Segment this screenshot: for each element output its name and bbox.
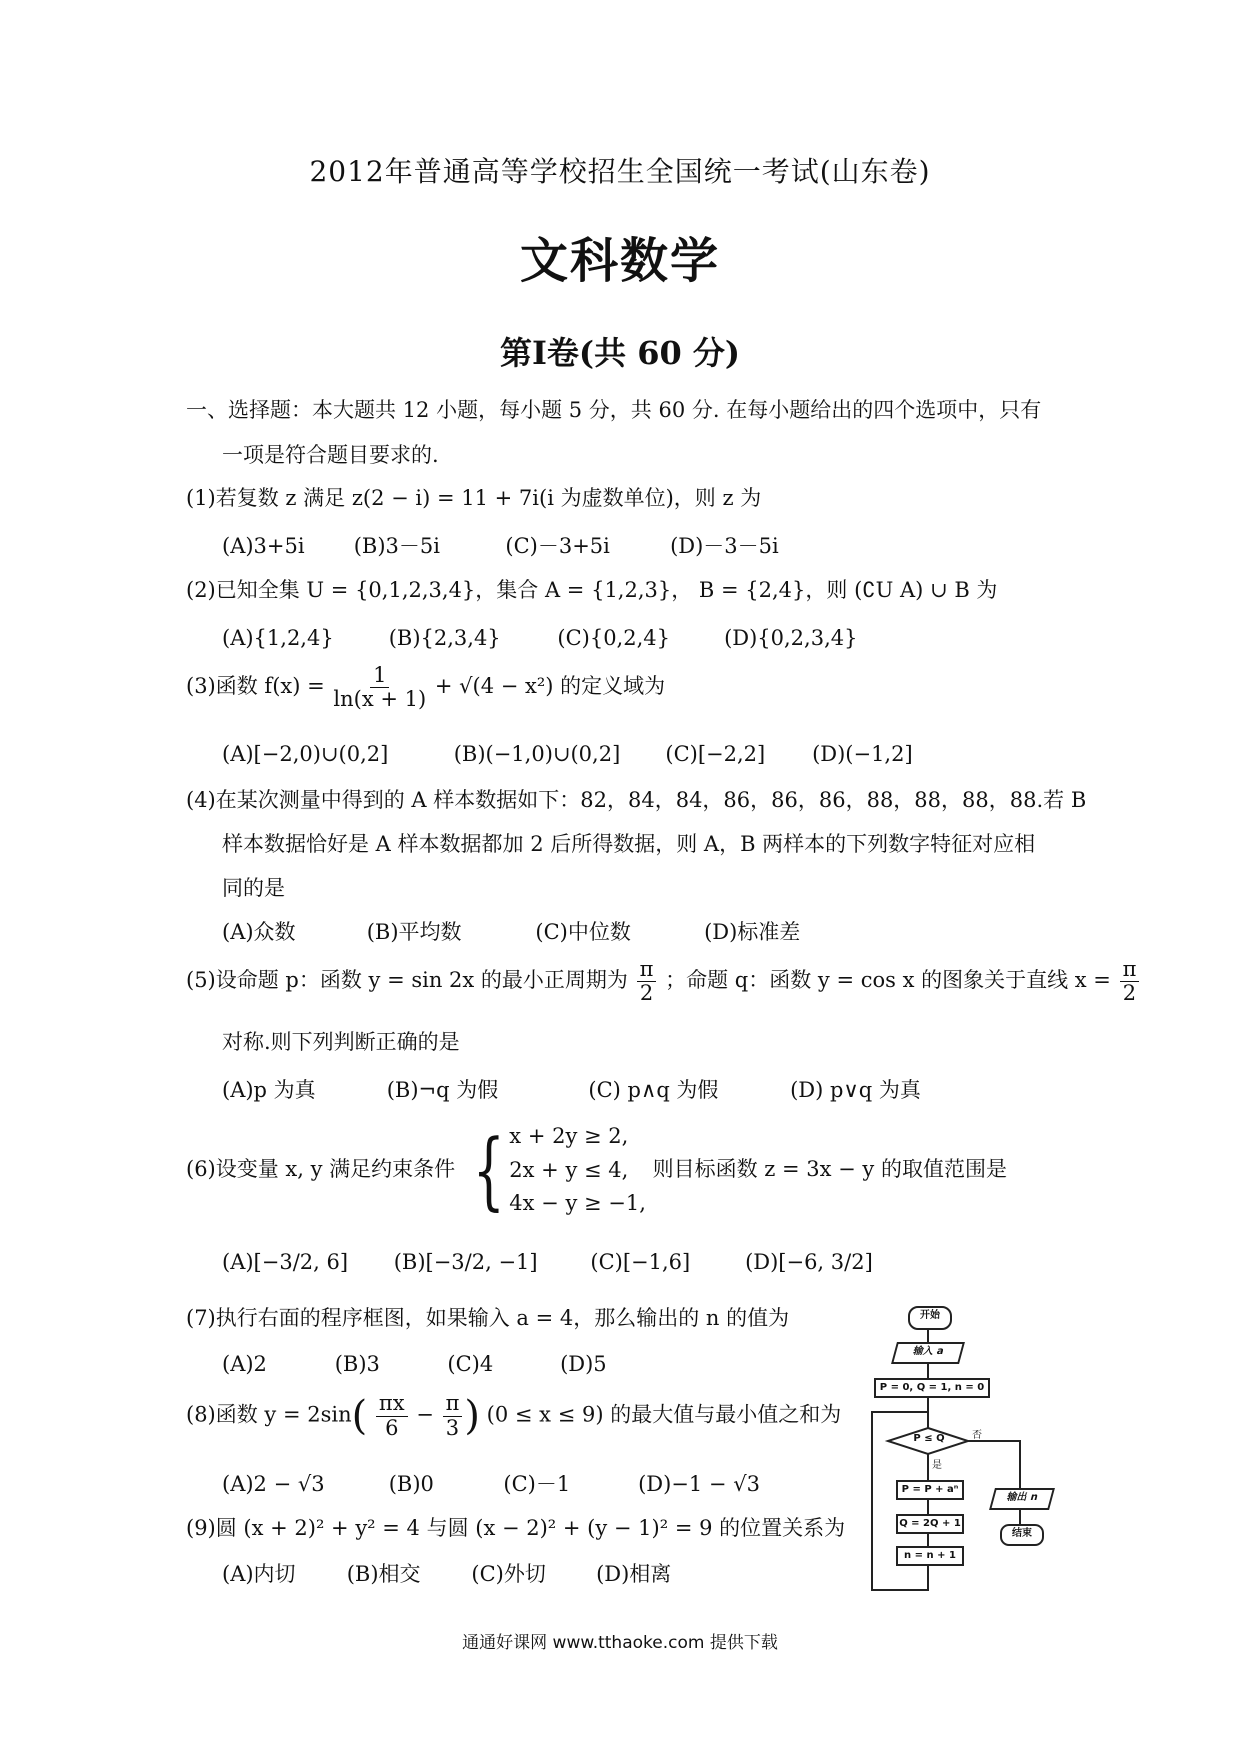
flowchart-yes-label: 是	[932, 1460, 942, 1471]
q3-fraction	[333, 664, 426, 711]
flowchart-start: 开始	[908, 1306, 952, 1330]
option-b: (B)相交	[346, 1562, 421, 1586]
q6-constraints	[509, 1120, 646, 1221]
flowchart-init: P = 0, Q = 1, n = 0	[874, 1378, 990, 1398]
question-4-line-2: 样本数据恰好是 A 样本数据都加 2 后所得数据，则 A，B 两样本的下列数字特征对应相	[222, 832, 1036, 856]
option-d: (D)(−1,2]	[812, 742, 913, 766]
section-title: 第Ⅰ卷(共 60 分)	[499, 334, 741, 372]
option-d: (D)－3－5i	[670, 534, 779, 558]
page-footer: 通通好课网 www.tthaoke.com 提供下载	[462, 1633, 778, 1653]
option-d: (D)相离	[596, 1562, 672, 1586]
question-7-stem: (7)执行右面的程序框图，如果输入 a = 4，那么输出的 n 的值为	[186, 1306, 790, 1330]
q8-frac2-denominator: 3	[445, 1415, 460, 1440]
q5-fraction-2	[1120, 958, 1140, 1005]
subject-title: 文科数学	[519, 233, 720, 289]
q3-frac-denominator: ln(x + 1)	[333, 687, 427, 712]
exam-title: 2012年普通高等学校招生全国统一考试(山东卷)	[309, 155, 931, 188]
flowchart-connectors	[860, 1300, 1070, 1610]
left-paren: (	[351, 1393, 368, 1439]
q8-frac2-numerator: π	[443, 1392, 463, 1416]
constraint-3: 4x − y ≥ −1,	[509, 1191, 646, 1216]
option-c: (C)4	[447, 1352, 494, 1376]
q3-frac-numerator: 1	[370, 664, 389, 688]
q3-sqrt-term: + √(4 − x²)	[434, 674, 554, 699]
question-8-options	[222, 1472, 760, 1497]
option-a: (A)p 为真	[222, 1078, 316, 1102]
q5-frac2-numerator: π	[1120, 958, 1140, 982]
question-5-line-1	[186, 958, 1141, 1005]
option-d: (D){0,2,3,4}	[724, 626, 858, 650]
q6-prefix: (6)设变量 x, y 满足约束条件	[186, 1156, 456, 1181]
option-b: (B)3	[334, 1352, 380, 1376]
option-c: (C)－1	[503, 1472, 571, 1496]
option-b: (B)(−1,0)∪(0,2]	[453, 742, 621, 766]
option-c: (C){0,2,4}	[557, 626, 670, 650]
q8-minus: −	[416, 1402, 434, 1427]
question-9-stem: (9)圆 (x + 2)² + y² = 4 与圆 (x − 2)² + (y − 1)² = 9 的位置关系为	[186, 1516, 846, 1540]
option-a: (A)[−2,0)∪(0,2]	[222, 742, 389, 766]
q6-constraint-system	[462, 1120, 646, 1221]
q8-fraction-2	[443, 1392, 463, 1439]
option-c: (C) p∧q 为假	[588, 1078, 719, 1102]
flowchart-condition: P ≤ Q	[913, 1433, 945, 1444]
q5-part-2: ；命题 q：函数 y = cos x 的图象关于直线 x =	[665, 968, 1111, 993]
option-d: (D)标准差	[704, 920, 801, 944]
question-5-line-2: 对称.则下列判断正确的是	[222, 1030, 460, 1054]
flowchart-step-1: P = P + aⁿ	[896, 1480, 964, 1500]
constraint-2: 2x + y ≤ 4,	[509, 1157, 629, 1182]
option-b: (B)¬q 为假	[386, 1078, 499, 1102]
constraint-1: x + 2y ≥ 2,	[509, 1124, 629, 1148]
flowchart-output: 输出 n	[989, 1488, 1055, 1510]
option-d: (D)5	[560, 1352, 607, 1376]
question-1-stem: (1)若复数 z 满足 z(2 − i) = 11 + 7i(i 为虚数单位)，则 z 为	[186, 486, 762, 510]
question-6-options	[222, 1250, 873, 1275]
q5-fraction-1	[637, 958, 657, 1005]
option-c: (C)－3+5i	[505, 534, 610, 558]
right-paren: )	[464, 1393, 480, 1439]
option-c: (C)[−2,2]	[665, 742, 766, 766]
question-4-options	[222, 920, 800, 945]
q5-frac1-denominator: 2	[639, 981, 654, 1006]
q3-prefix: (3)函数 f(x) =	[186, 674, 325, 699]
question-2-stem: (2)已知全集 U = {0,1,2,3,4}，集合 A = {1,2,3}， B = {2,4}，则 (∁U A) ∪ B 为	[186, 578, 998, 602]
option-c: (C)[−1,6]	[590, 1250, 691, 1274]
q8-suffix: (0 ≤ x ≤ 9) 的最大值与最小值之和为	[486, 1402, 842, 1427]
question-2-options	[222, 626, 857, 651]
question-1-options	[222, 534, 779, 559]
question-7-options	[222, 1352, 607, 1377]
instructions-line-1: 一、选择题：本大题共 12 小题，每小题 5 分，共 60 分. 在每小题给出的四个选项中，只有	[186, 398, 1042, 422]
question-6-stem	[186, 1120, 1007, 1221]
q5-frac2-denominator: 2	[1122, 981, 1137, 1006]
question-9-options	[222, 1562, 671, 1587]
option-a: (A)2	[222, 1352, 267, 1376]
option-a: (A)[−3/2, 6]	[222, 1250, 349, 1274]
q5-part-1: (5)设命题 p：函数 y = sin 2x 的最小正周期为	[186, 968, 628, 993]
q8-fraction-1	[376, 1392, 408, 1439]
q8-prefix: (8)函数 y = 2sin	[186, 1402, 352, 1427]
question-4-line-3: 同的是	[222, 876, 285, 900]
program-flowchart	[860, 1300, 1070, 1610]
question-3-options	[222, 742, 913, 767]
option-b: (B)[−3/2, −1]	[393, 1250, 538, 1274]
option-c: (C)中位数	[535, 920, 631, 944]
option-b: (B)3－5i	[353, 534, 440, 558]
question-5-options	[222, 1078, 921, 1103]
option-b: (B)0	[388, 1472, 434, 1496]
option-d: (D) p∨q 为真	[790, 1078, 921, 1102]
option-a: (A)众数	[222, 920, 296, 944]
question-8-stem	[186, 1392, 841, 1440]
option-a: (A)2 − √3	[222, 1472, 325, 1496]
brace-symbol: {	[472, 1121, 505, 1220]
q3-suffix: 的定义域为	[560, 674, 666, 699]
q8-frac1-denominator: 6	[385, 1415, 399, 1440]
option-a: (A){1,2,4}	[222, 626, 334, 650]
flowchart-step-3: n = n + 1	[896, 1546, 964, 1566]
flowchart-step-2: Q = 2Q + 1	[896, 1514, 964, 1534]
option-a: (A)3+5i	[222, 534, 305, 558]
option-b: (B)平均数	[366, 920, 462, 944]
option-a: (A)内切	[222, 1562, 296, 1586]
option-c: (C)外切	[471, 1562, 546, 1586]
q8-frac1-numerator: πx	[376, 1392, 408, 1416]
option-d: (D)−1 − √3	[638, 1472, 760, 1496]
q5-frac1-numerator: π	[637, 958, 657, 982]
option-b: (B){2,3,4}	[388, 626, 501, 650]
question-4-line-1: (4)在某次测量中得到的 A 样本数据如下：82，84，84，86，86，86，88，88，88，88.若 B	[186, 788, 1087, 812]
flowchart-no-label: 否	[972, 1430, 982, 1441]
q6-suffix: 则目标函数 z = 3x − y 的取值范围是	[652, 1156, 1007, 1181]
flowchart-end: 结束	[1000, 1524, 1044, 1546]
instructions-line-2: 一项是符合题目要求的.	[222, 443, 439, 467]
question-3-stem	[186, 664, 665, 711]
option-d: (D)[−6, 3/2]	[745, 1250, 873, 1274]
flowchart-input: 输入 a	[891, 1342, 965, 1364]
